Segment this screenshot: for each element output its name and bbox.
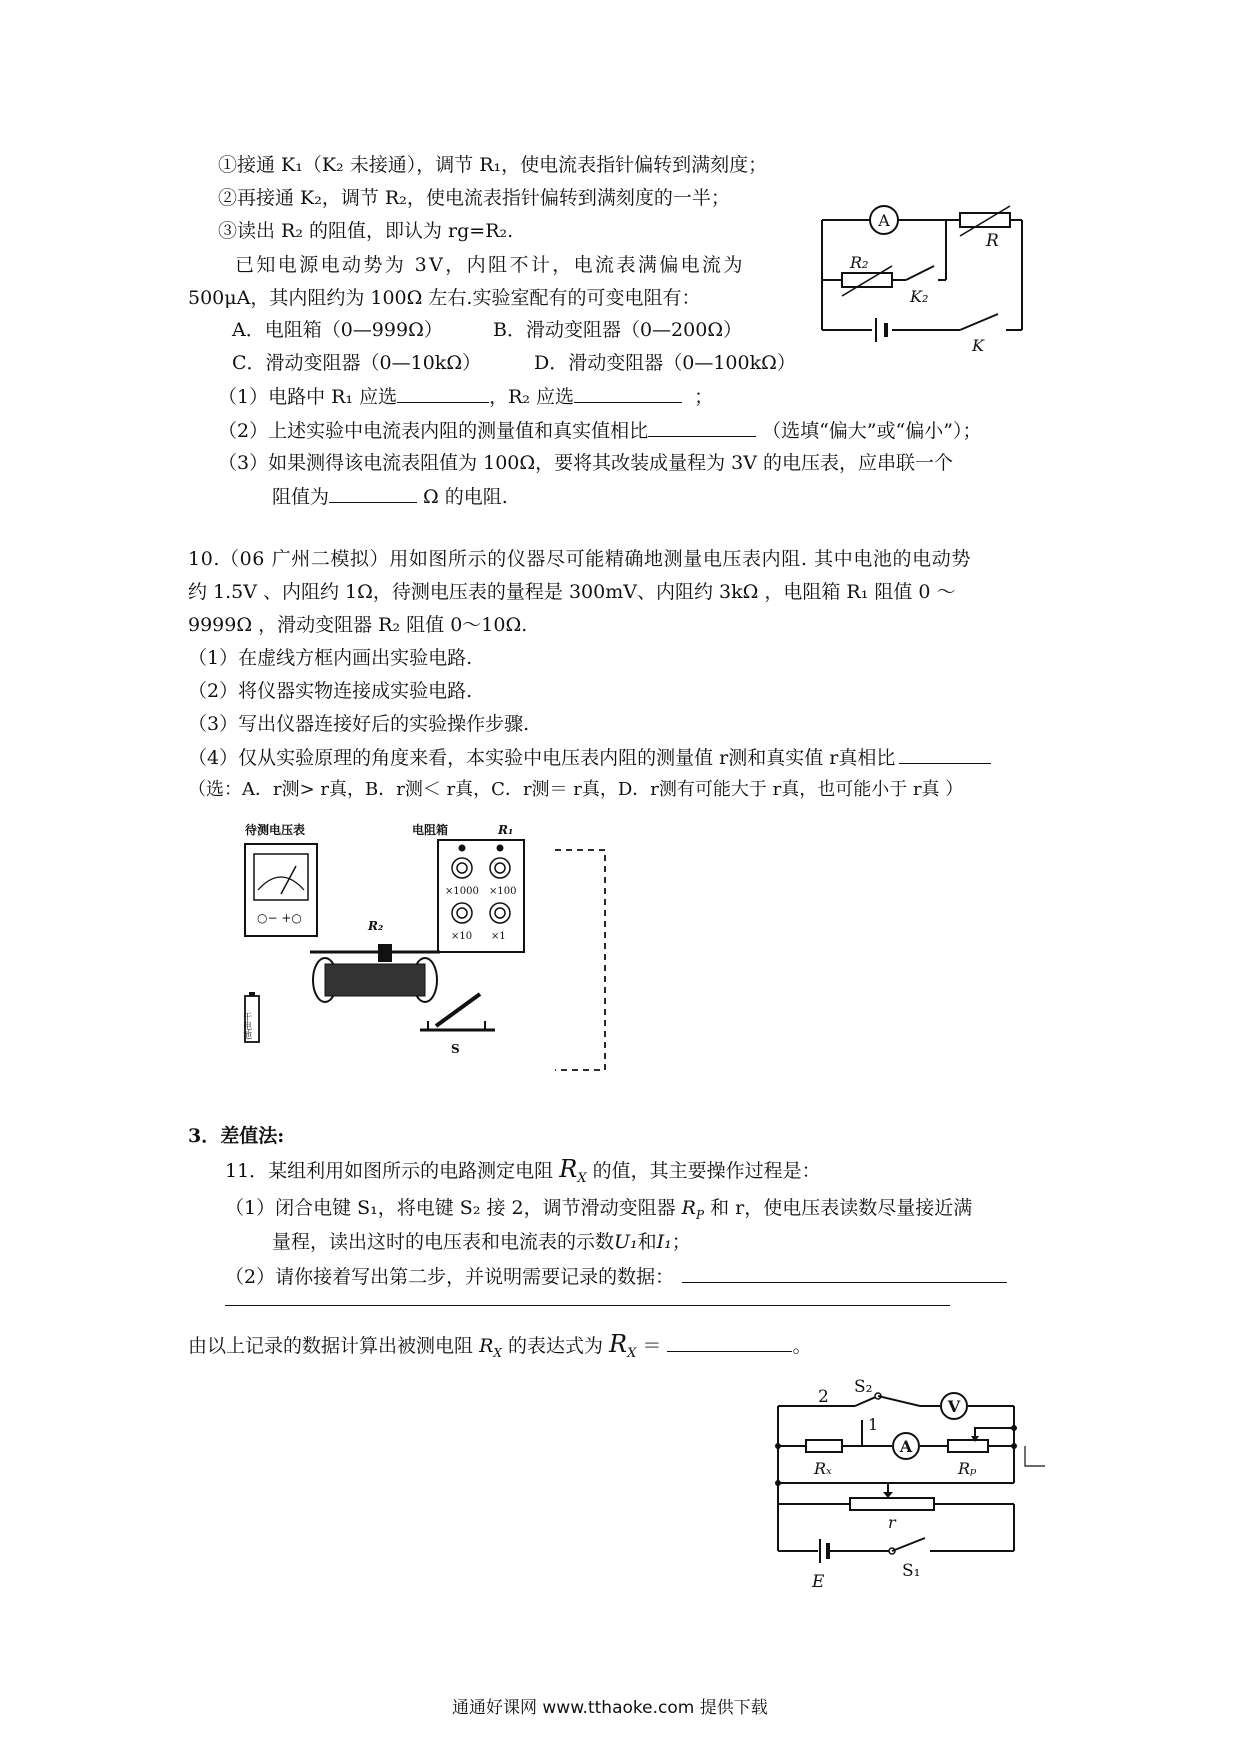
q9-circuit-diagram — [810, 200, 1040, 355]
resistor-r-label: R — [986, 231, 999, 251]
junction-left-bottom — [775, 1480, 781, 1486]
q11-step-1-end: ； — [671, 1231, 691, 1253]
dial-x1-knob — [495, 908, 505, 918]
q10-sub-4 — [188, 745, 991, 770]
q11-expr-end: 。 — [792, 1335, 812, 1357]
resistor-r2-icon — [842, 273, 892, 287]
q9-sub1-text-b: ，R₂ 应选 — [489, 386, 575, 408]
q9-given-line-1: 已知电源电动势为 3V，内阻不计，电流表满偏电流为 — [235, 254, 745, 276]
q10-answer-blank[interactable] — [899, 745, 991, 764]
r1-answer-blank[interactable] — [397, 384, 489, 403]
q9-sub1-text-a: （1）电路中 R₁ 应选 — [218, 386, 398, 408]
junction-left-top — [775, 1443, 781, 1449]
step-2-answer-blank-line-2[interactable] — [225, 1305, 950, 1306]
q9-step-3: ③读出 R₂ 的阻值，即认为 rg=R₂. — [218, 220, 514, 242]
q11-intro-text-b: 的值，其主要操作过程是： — [592, 1160, 821, 1182]
q11-expr-text-a: 由以上记录的数据计算出被测电阻 — [188, 1335, 474, 1357]
rheostat-slider[interactable] — [378, 944, 392, 962]
q9-sub2 — [218, 418, 981, 443]
q11-step-1-line-1 — [225, 1196, 972, 1227]
q10-sub-2: （2）将仪器实物连接成实验电路. — [188, 680, 473, 702]
rheostat-coil — [325, 964, 425, 996]
switch-s2-label: S₂ — [854, 1377, 873, 1397]
ammeter-label: A — [899, 1437, 913, 1456]
dial-x1000-knob — [457, 863, 467, 873]
rheostat-r-icon — [850, 1498, 934, 1510]
battery-cap — [249, 992, 255, 996]
q11-step-2 — [225, 1264, 1007, 1289]
footer-text: 通通好课网 www.tthaoke.com 提供下载 — [452, 1698, 768, 1718]
circuit-drawing-box — [555, 850, 605, 1070]
junction-right-top — [1011, 1443, 1017, 1449]
q11-expr-eq: ＝ — [642, 1335, 662, 1357]
switch-k-label: K — [972, 336, 984, 355]
dial-x100-knob — [495, 863, 505, 873]
q10-sub-3: （3）写出仪器连接好后的实验操作步骤. — [188, 713, 530, 735]
q10-apparatus-diagram — [240, 818, 620, 1083]
q11-expr-text-b: 的表达式为 — [507, 1335, 603, 1357]
switch-k2-label: K₂ — [910, 287, 929, 306]
q9-step-1: ①接通 K₁（K₂ 未接通），调节 R₁，使电流表指针偏转到满刻度； — [218, 154, 768, 176]
q11-intro-text-a: 11．某组利用如图所示的电路测定电阻 — [225, 1160, 554, 1182]
resistor-rx-label: Rₓ — [814, 1459, 832, 1478]
resistance-box-label: 电阻箱 — [412, 823, 449, 837]
rheostat-r-label: r — [888, 1513, 896, 1532]
q11-intro — [225, 1157, 821, 1191]
resistor-r-icon — [960, 213, 1010, 227]
q9-sub1 — [218, 384, 713, 409]
q11-expression-line — [188, 1332, 811, 1366]
q11-and: 和 — [637, 1231, 657, 1253]
resistor-rp-icon — [948, 1440, 988, 1452]
q11-expr-x1: X — [493, 1345, 502, 1360]
q9-sub3-text-c: Ω 的电阻. — [423, 486, 508, 508]
q9-option-d: D．滑动变阻器（0—100kΩ） — [534, 352, 796, 374]
resistor-rx-icon — [806, 1440, 842, 1452]
dial-x10-knob — [457, 908, 467, 918]
q11-intro-r: R — [559, 1155, 578, 1183]
q9-sub3-text-b: 阻值为 — [272, 486, 330, 508]
q11-step-1-line-2 — [272, 1230, 691, 1254]
q9-step-2: ②再接通 K₂，调节 R₂，使电流表指针偏转到满刻度的一半； — [218, 187, 730, 209]
q11-intro-x: X — [577, 1170, 587, 1186]
switch-k-icon — [960, 314, 998, 330]
battery-label: 干电池 — [241, 1012, 251, 1039]
q11-step-1-rp: R — [681, 1197, 696, 1219]
q11-step-1-text-a: （1）闭合电键 S₁，将电键 S₂ 接 2，调节滑动变阻器 — [225, 1197, 676, 1219]
q10-line-1: 10.（06 广州二模拟）用如图所示的仪器尽可能精确地测量电压表内阻. 其中电池的电动势 — [188, 548, 971, 570]
q10-line-3: 9999Ω ，滑动变阻器 R₂ 阻值 0～10Ω. — [188, 614, 528, 636]
q9-option-b: B．滑动变阻器（0—200Ω） — [493, 319, 743, 341]
box-terminal-right — [497, 845, 504, 852]
contact-1-label: 1 — [868, 1415, 879, 1434]
q10-sub-4-text: （4）仅从实验原理的角度来看，本实验中电压表内阻的测量值 r测和真实值 r真相比 — [188, 747, 896, 769]
error-answer-blank[interactable] — [648, 418, 756, 437]
voltmeter-label: 待测电压表 — [245, 823, 306, 837]
voltmeter-terminals: ○− +○ — [257, 911, 302, 925]
switch-blade[interactable] — [436, 994, 480, 1026]
q9-given-line-2: 500μA，其内阻约为 100Ω 左右.实验室配有的可变电阻有： — [188, 287, 701, 309]
section-3-title: 3．差值法: — [188, 1125, 285, 1147]
q9-sub1-text-c: ； — [694, 386, 714, 408]
voltmeter-label: V — [947, 1397, 961, 1416]
resistor-rp-label: Rₚ — [958, 1459, 977, 1478]
ammeter-label: A — [878, 211, 890, 230]
dial-x1-label: ×1 — [491, 931, 506, 942]
q11-step-1-text-c: 量程，读出这时的电压表和电流表的示数 — [272, 1231, 615, 1253]
step-2-answer-blank[interactable] — [682, 1264, 1007, 1283]
battery-e-label: E — [812, 1572, 825, 1592]
switch-label: S — [451, 1042, 460, 1056]
switch-s2-blade[interactable] — [878, 1396, 920, 1406]
resistance-box-r1: R₁ — [498, 823, 514, 837]
resistor-r2-label: R₂ — [850, 253, 869, 272]
rheostat-label: R₂ — [368, 919, 384, 933]
q10-line-2: 约 1.5V 、内阻约 1Ω，待测电压表的量程是 300mV、内阻约 3kΩ ，电阻箱 R₁ 阻值 0 ～ — [188, 581, 956, 603]
q11-step-2-text: （2）请你接着写出第二步，并说明需要记录的数据： — [225, 1266, 675, 1288]
q11-circuit-diagram — [770, 1376, 1060, 1616]
dial-x1000-label: ×1000 — [445, 886, 479, 897]
switch-s1-label: S₁ — [902, 1561, 921, 1581]
q11-edge-mark — [1025, 1446, 1045, 1466]
q11-expr-x2: X — [627, 1345, 637, 1361]
q11-step-1-p: P — [695, 1207, 705, 1222]
q9-sub3-line-2 — [272, 484, 508, 509]
q11-i1: I₁ — [656, 1231, 672, 1253]
box-terminal-left — [459, 845, 466, 852]
q9-sub3-line-1: （3）如果测得该电流表阻值为 100Ω，要将其改装成量程为 3V 的电压表，应串联一个 — [218, 452, 954, 474]
switch-s2-left-blade — [855, 1396, 878, 1406]
q11-u1: U₁ — [614, 1231, 638, 1253]
r2-answer-blank[interactable] — [574, 384, 682, 403]
q9-option-c: C．滑动变阻器（0—10kΩ） — [232, 352, 482, 374]
dial-x10-label: ×10 — [451, 931, 473, 942]
q9-option-a: A．电阻箱（0—999Ω） — [232, 319, 443, 341]
series-resistor-answer-blank[interactable] — [329, 484, 417, 503]
contact-2-label: 2 — [818, 1387, 829, 1407]
rx-expression-blank[interactable] — [667, 1333, 792, 1352]
switch-k2-icon — [906, 266, 934, 280]
switch-s1-blade[interactable] — [892, 1538, 925, 1551]
junction-right-slider — [1011, 1425, 1017, 1431]
q10-choices: （选：A．r测> r真，B．r测＜ r真，C．r测＝ r真，D．r测有可能大于 r真，也可能小于 r真 ） — [188, 779, 964, 800]
q9-sub2-text-a: （2）上述实验中电流表内阻的测量值和真实值相比 — [218, 420, 649, 442]
q11-expr-r2: R — [609, 1330, 628, 1358]
q11-step-1-text-b: 和 r，使电压表读数尽量接近满 — [710, 1197, 973, 1219]
q10-sub-1: （1）在虚线方框内画出实验电路. — [188, 647, 473, 669]
q9-sub2-text-b: （选填“偏大”或“偏小”）； — [762, 420, 982, 442]
q11-expr-r1: R — [479, 1335, 494, 1357]
dial-x100-label: ×100 — [489, 886, 517, 897]
